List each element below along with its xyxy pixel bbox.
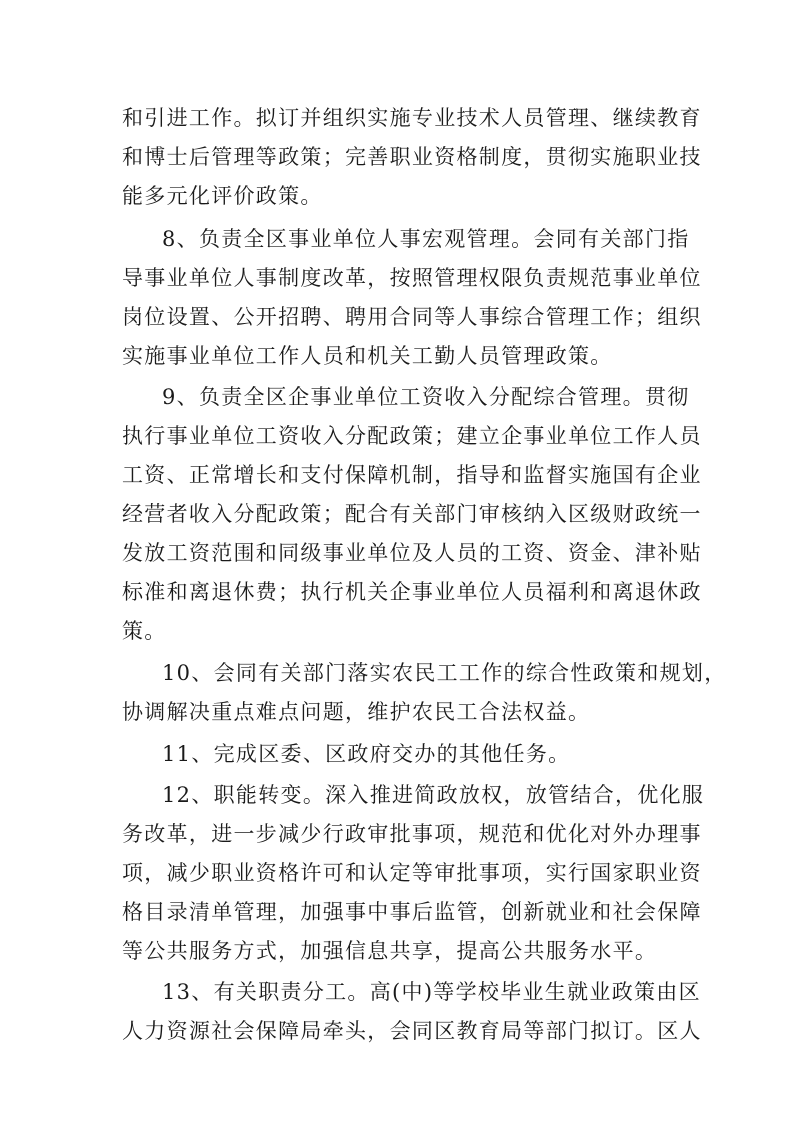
text-line: 项，减少职业资格许可和认定等审批事项，实行国家职业资 xyxy=(122,861,702,885)
text-line: 能多元化评价政策。 xyxy=(122,184,323,208)
text-line: 13、有关职责分工。高(中)等学校毕业生就业政策由区 xyxy=(162,980,701,1004)
text-line: 11、完成区委、区政府交办的其他任务。 xyxy=(162,742,571,766)
text-line: 实施事业单位工作人员和机关工勤人员管理政策。 xyxy=(122,344,613,368)
text-line: 和引进工作。拟订并组织实施专业技术人员管理、继续教育 xyxy=(122,106,702,130)
text-line: 8、负责全区事业单位人事宏观管理。会同有关部门指 xyxy=(162,227,690,251)
text-line: 导事业单位人事制度改革，按照管理权限负责规范事业单位 xyxy=(122,266,702,290)
text-line: 经营者收入分配政策；配合有关部门审核纳入区级财政统一 xyxy=(122,502,702,526)
text-line: 等公共服务方式，加强信息共享，提高公共服务水平。 xyxy=(122,939,658,963)
text-line: 工资、正常增长和支付保障机制，指导和监督实施国有企业 xyxy=(122,463,702,487)
text-line: 岗位设置、公开招聘、聘用合同等人事综合管理工作；组织 xyxy=(122,305,702,329)
text-line: 和博士后管理等政策；完善职业资格制度，贯彻实施职业技 xyxy=(122,145,702,169)
text-line: 人力资源社会保障局牵头，会同区教育局等部门拟订。区人 xyxy=(122,1019,702,1043)
text-line: 标准和离退休费；执行机关企事业单位人员福利和离退休政 xyxy=(122,580,702,604)
text-line: 9、负责全区企事业单位工资收入分配综合管理。贯彻 xyxy=(162,385,690,409)
text-line: 策。 xyxy=(122,619,167,643)
text-line: 发放工资范围和同级事业单位及人员的工资、资金、津补贴 xyxy=(122,541,702,565)
text-line: 执行事业单位工资收入分配政策；建立企事业单位工作人员 xyxy=(122,424,702,448)
text-line: 12、职能转变。深入推进简政放权，放管结合，优化服 xyxy=(162,783,705,807)
text-line: 协调解决重点难点问题，维护农民工合法权益。 xyxy=(122,700,591,724)
text-line: 10、会同有关部门落实农民工工作的综合性政策和规划， xyxy=(162,661,727,685)
text-line: 格目录清单管理，加强事中事后监管，创新就业和社会保障 xyxy=(122,900,702,924)
text-line: 务改革，进一步减少行政审批事项，规范和优化对外办理事 xyxy=(122,822,702,846)
